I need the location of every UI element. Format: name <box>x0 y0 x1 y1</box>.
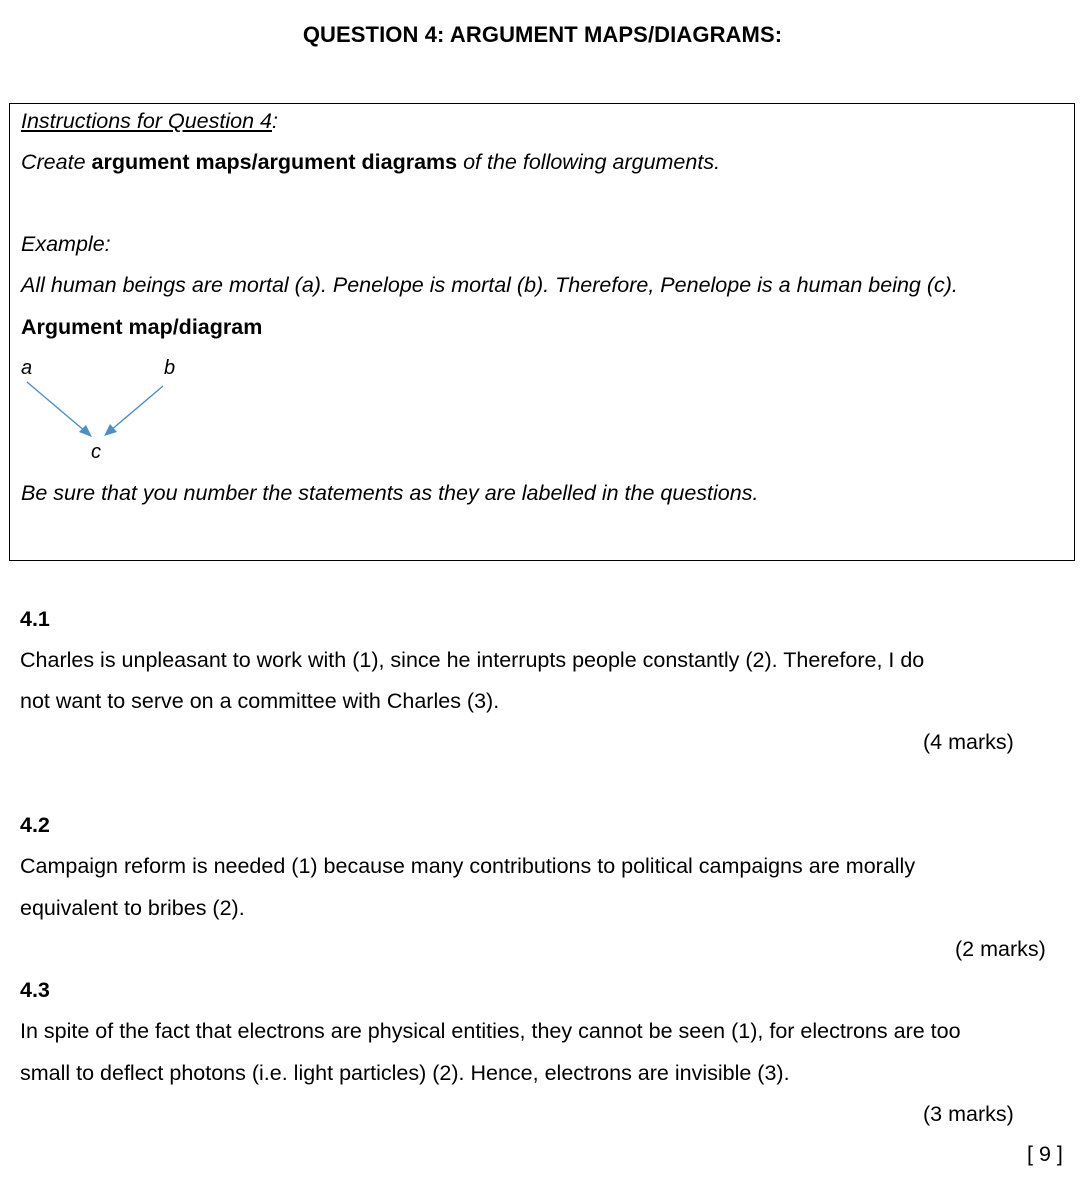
question-text-line: Campaign reform is needed (1) because many contributions to political campaigns are morally <box>20 854 916 878</box>
diagram-node-b: b <box>164 357 176 379</box>
question-text-line: In spite of the fact that electrons are physical entities, they cannot be seen (1), for electrons are too <box>20 1019 961 1043</box>
question-number: 4.2 <box>20 813 50 837</box>
question-text-line: Charles is unpleasant to work with (1), since he interrupts people constantly (2). Therefore, I do <box>20 648 925 672</box>
question-number: 4.1 <box>20 607 50 631</box>
total-marks: [ 9 ] <box>1027 1142 1063 1166</box>
instructions-note: Be sure that you number the statements as they are labelled in the questions. <box>21 481 759 505</box>
question-text-line: equivalent to bribes (2). <box>20 896 245 920</box>
diagram-node-a: a <box>21 357 33 379</box>
question-marks: (3 marks) <box>923 1102 1014 1126</box>
question-text-line: not want to serve on a committee with Charles (3). <box>20 689 500 713</box>
question-marks: (2 marks) <box>955 937 1046 961</box>
page-title: QUESTION 4: ARGUMENT MAPS/DIAGRAMS: <box>302 22 783 47</box>
instructions-line: Create argument maps/argument diagrams of the following arguments. <box>21 150 721 174</box>
example-text: All human beings are mortal (a). Penelope is mortal (b). Therefore, Penelope is a human being (c). <box>21 273 958 297</box>
argument-map-label: Argument map/diagram <box>21 315 263 339</box>
question-number: 4.3 <box>20 978 50 1002</box>
question-text-line: small to deflect photons (i.e. light particles) (2). Hence, electrons are invisible (3). <box>20 1061 790 1085</box>
instructions-title: Instructions for Question 4: <box>21 109 278 133</box>
example-label: Example: <box>21 232 111 256</box>
diagram-node-c: c <box>91 441 101 463</box>
question-marks: (4 marks) <box>923 730 1014 754</box>
